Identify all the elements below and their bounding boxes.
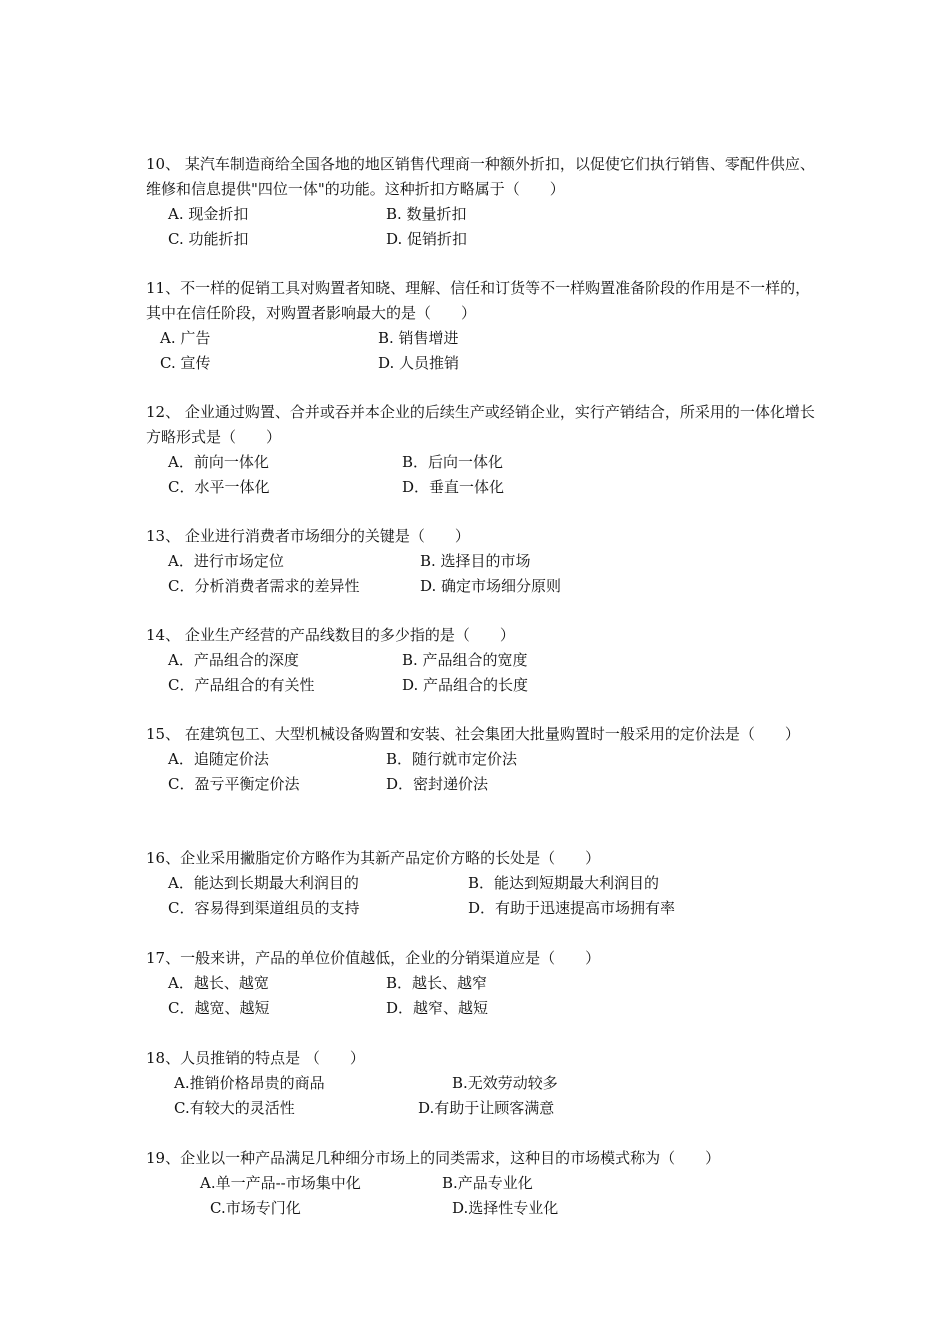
question-10 [146, 152, 816, 252]
option-a: A．前向一体化 [168, 453, 269, 471]
question-13 [146, 524, 816, 599]
option-row [146, 747, 816, 772]
option-row [146, 351, 816, 376]
option-row [146, 1171, 816, 1196]
option-d: D. 确定市场细分原则 [420, 577, 562, 595]
option-a: A．进行市场定位 [168, 552, 284, 570]
option-c: C．容易得到渠道组员的支持 [168, 899, 360, 917]
question-12 [146, 400, 816, 500]
question-16 [146, 846, 816, 921]
option-b: B．随行就市定价法 [386, 750, 518, 768]
question-stem: 11、不一样的促销工具对购置者知晓、理解、信任和订货等不一样购置准备阶段的作用是不一样的，其中在信任阶段，对购置者影响最大的是（ ） [146, 279, 811, 322]
option-a: A.单一产品--市场集中化 [200, 1174, 361, 1192]
option-c: C．产品组合的有关性 [168, 676, 315, 694]
option-d: D.有助于让顾客满意 [418, 1099, 555, 1117]
question-14 [146, 623, 816, 698]
question-stem: 10、 某汽车制造商给全国各地的地区销售代理商一种额外折扣，以促使它们执行销售、零配件供应、维修和信息提供"四位一体"的功能。这种折扣方略属于（ ） [146, 155, 815, 198]
option-a: A. 广告 [160, 329, 211, 347]
option-c: C．盈亏平衡定价法 [168, 775, 300, 793]
option-row [146, 996, 816, 1021]
option-c: C．分析消费者需求的差异性 [168, 577, 360, 595]
option-row [146, 971, 816, 996]
question-stem: 18、人员推销的特点是 （ ） [146, 1049, 365, 1067]
option-c: C. 宣传 [160, 354, 211, 372]
question-19 [146, 1146, 816, 1221]
question-stem: 17、一般来讲，产品的单位价值越低，企业的分销渠道应是（ ） [146, 949, 601, 967]
option-a: A．越长、越宽 [168, 974, 269, 992]
question-stem: 16、企业采用撇脂定价方略作为其新产品定价方略的长处是（ ） [146, 849, 601, 867]
option-b: B．后向一体化 [402, 453, 504, 471]
option-c: C．越宽、越短 [168, 999, 270, 1017]
option-d: D. 人员推销 [378, 354, 460, 372]
option-d: D. 产品组合的长度 [402, 676, 529, 694]
option-row [146, 896, 816, 921]
option-row [146, 871, 816, 896]
option-row [146, 1071, 816, 1096]
option-row [146, 673, 816, 698]
option-c: C．水平一体化 [168, 478, 270, 496]
question-15 [146, 722, 816, 797]
option-row [146, 648, 816, 673]
option-b: B.产品专业化 [442, 1174, 533, 1192]
option-a: A.推销价格昂贵的商品 [174, 1074, 325, 1092]
question-11 [146, 276, 816, 376]
option-d: D．垂直一体化 [402, 478, 505, 496]
option-row [146, 202, 816, 227]
option-row [146, 227, 816, 252]
option-d: D．密封递价法 [386, 775, 489, 793]
option-b: B. 选择目的市场 [420, 552, 531, 570]
option-row [146, 1096, 816, 1121]
option-b: B. 数量折扣 [386, 205, 467, 223]
option-d: D．有助于迅速提高市场拥有率 [468, 899, 676, 917]
question-18 [146, 1046, 816, 1121]
option-c: C. 功能折扣 [168, 230, 249, 248]
option-a: A．产品组合的深度 [168, 651, 299, 669]
option-b: B. 产品组合的宽度 [402, 651, 528, 669]
option-c: C.市场专门化 [210, 1199, 301, 1217]
question-stem: 13、 企业进行消费者市场细分的关键是（ ） [146, 527, 470, 545]
option-row [146, 549, 816, 574]
question-stem: 14、 企业生产经营的产品线数目的多少指的是（ ） [146, 626, 515, 644]
option-b: B. 销售增进 [378, 329, 459, 347]
option-b: B．越长、越窄 [386, 974, 488, 992]
question-17 [146, 946, 816, 1021]
option-a: A．追随定价法 [168, 750, 269, 768]
option-row [146, 772, 816, 797]
option-row [146, 326, 816, 351]
option-b: B．能达到短期最大利润目的 [468, 874, 660, 892]
option-a: A. 现金折扣 [168, 205, 249, 223]
option-row [146, 475, 816, 500]
question-stem: 15、 在建筑包工、大型机械设备购置和安装、社会集团大批量购置时一般采用的定价法是（ ） [146, 725, 800, 743]
option-row [146, 1196, 816, 1221]
option-d: D．越窄、越短 [386, 999, 489, 1017]
option-a: A．能达到长期最大利润目的 [168, 874, 359, 892]
option-row [146, 574, 816, 599]
question-stem: 19、企业以一种产品满足几种细分市场上的同类需求，这种目的市场模式称为（ ） [146, 1149, 721, 1167]
question-stem: 12、 企业通过购置、合并或吞并本企业的后续生产或经销企业，实行产销结合，所采用的一体化增长方略形式是（ ） [146, 403, 815, 446]
option-d: D.选择性专业化 [452, 1199, 559, 1217]
option-b: B.无效劳动较多 [452, 1074, 558, 1092]
option-row [146, 450, 816, 475]
option-c: C.有较大的灵活性 [174, 1099, 295, 1117]
option-d: D. 促销折扣 [386, 230, 468, 248]
